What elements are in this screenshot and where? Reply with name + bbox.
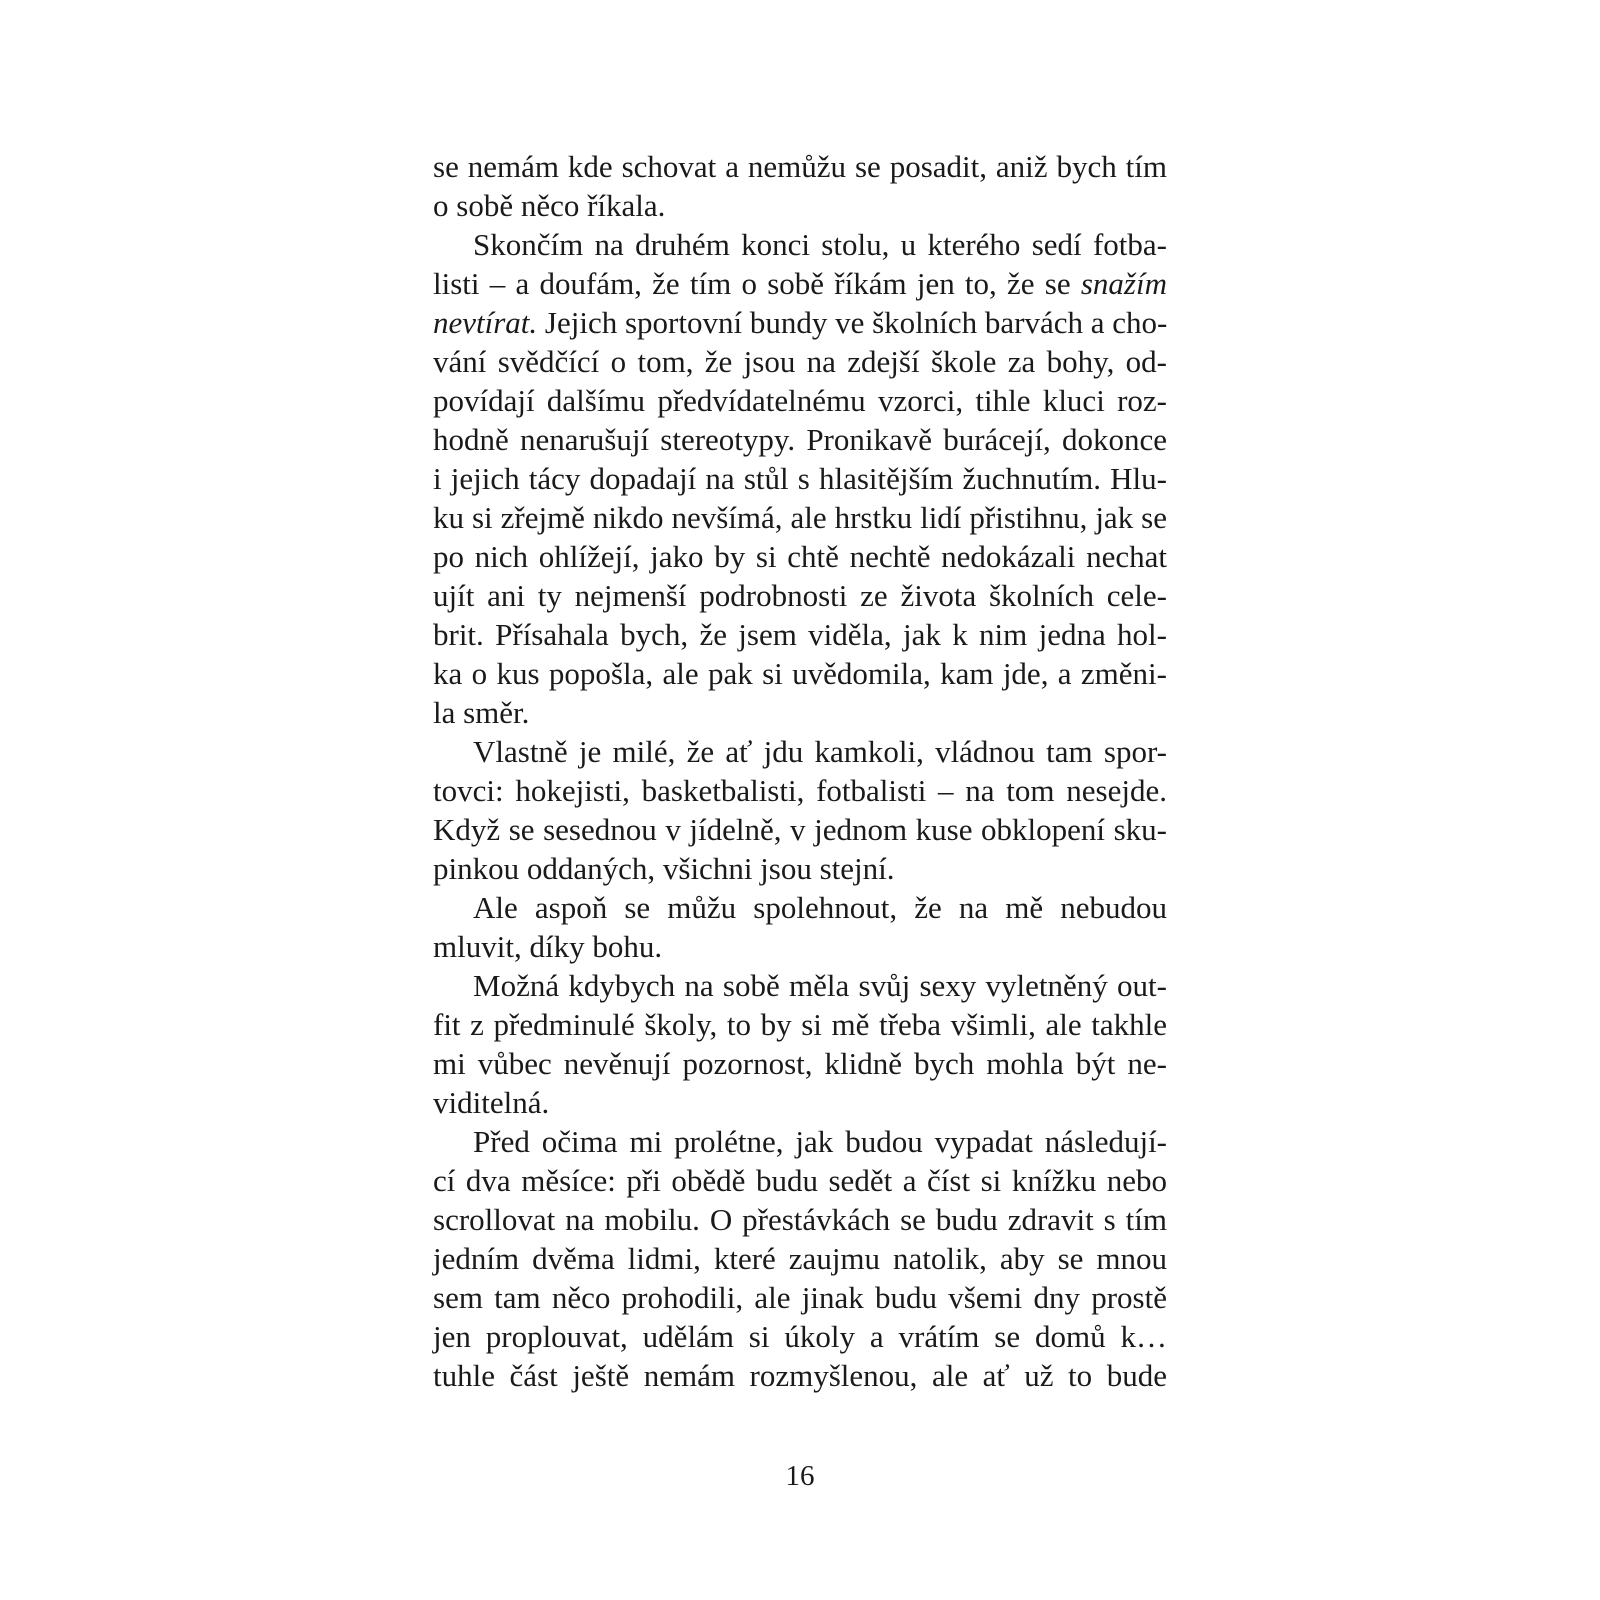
paragraph [433, 888, 1167, 966]
text-line: brit. Přísahala bych, že jsem viděla, jak k nim jedna hol- [433, 617, 1167, 652]
text-line: hodně nenarušují stereotypy. Pronikavě burácejí, dokonce [433, 422, 1167, 457]
text-line: ka o kus popošla, ale pak si uvědomila, kam jde, a změni- [433, 656, 1167, 691]
text-line: Skončím na druhém konci stolu, u kterého sedí fotba- [473, 227, 1167, 262]
paragraph [433, 732, 1167, 888]
text-line: mluvit, díky bohu. [433, 929, 663, 964]
text-line: o sobě něco říkala. [433, 188, 666, 223]
text-line: se nemám kde schovat a nemůžu se posadit, aniž bych tím [433, 149, 1167, 184]
text-line: la směr. [433, 695, 530, 730]
text-line: vání svědčící o tom, že jsou na zdejší škole za bohy, od- [433, 344, 1167, 379]
emphasis: nevtírat. [433, 305, 538, 340]
text-line: jedním dvěma lidmi, které zaujmu natolik, aby se mnou [433, 1241, 1167, 1276]
paragraph [433, 147, 1167, 225]
text-line: i jejich tácy dopadají na stůl s hlasitějším žuchnutím. Hlu- [433, 461, 1167, 496]
text-line: Ale aspoň se můžu spolehnout, že na mě nebudou [473, 890, 1167, 925]
text-line: ku si zřejmě nikdo nevšímá, ale hrstku lidí přistihnu, jak se [433, 500, 1167, 535]
text-line: cí dva měsíce: při obědě budu sedět a číst si knížku nebo [433, 1163, 1167, 1198]
text-line: scrollovat na mobilu. O přestávkách se budu zdravit s tím [433, 1202, 1167, 1237]
text-line: sem tam něco prohodili, ale jinak budu všemi dny prostě [433, 1280, 1167, 1315]
text-line: viditelná. [433, 1085, 550, 1120]
text-line: tuhle část ještě nemám rozmyšlenou, ale ať už to bude [433, 1358, 1167, 1393]
text-line: mi vůbec nevěnují pozornost, klidně bych mohla být ne- [433, 1046, 1167, 1081]
text-line: fit z předminulé školy, to by si mě třeba všimli, ale takhle [433, 1007, 1167, 1042]
text-line: Před očima mi prolétne, jak budou vypadat následují- [473, 1124, 1167, 1159]
emphasis: snažím [1080, 266, 1167, 301]
text-line: po nich ohlížejí, jako by si chtě nechtě nedokázali nechat [433, 539, 1167, 574]
text-line: ujít ani ty nejmenší podrobnosti ze života školních cele- [433, 578, 1167, 613]
text-line: Možná kdybych na sobě měla svůj sexy vyletněný out- [473, 968, 1167, 1003]
text-line: tovci: hokejisti, basketbalisti, fotbalisti – na tom nesejde. [433, 773, 1167, 808]
paragraph [433, 225, 1167, 732]
page-number: 16 [785, 1460, 815, 1492]
paragraph [433, 1122, 1167, 1395]
text-line: Vlastně je milé, že ať jdu kamkoli, vládnou tam spor- [473, 734, 1167, 769]
text-line: Když se sesednou v jídelně, v jednom kuse obklopení sku- [433, 812, 1167, 847]
text-line: listi – a doufám, že tím o sobě říkám jen to, že se snažím [433, 266, 1167, 301]
paragraph [433, 966, 1167, 1122]
text-line: jen proplouvat, udělám si úkoly a vrátím se domů k… [433, 1319, 1167, 1354]
text-line: nevtírat. Jejich sportovní bundy ve školních barvách a cho- [433, 305, 1168, 340]
text-line: pinkou oddaných, všichni jsou stejní. [433, 851, 895, 886]
body-text [433, 147, 1167, 1395]
text-line: povídají dalšímu předvídatelnému vzorci, tihle kluci roz- [433, 383, 1167, 418]
